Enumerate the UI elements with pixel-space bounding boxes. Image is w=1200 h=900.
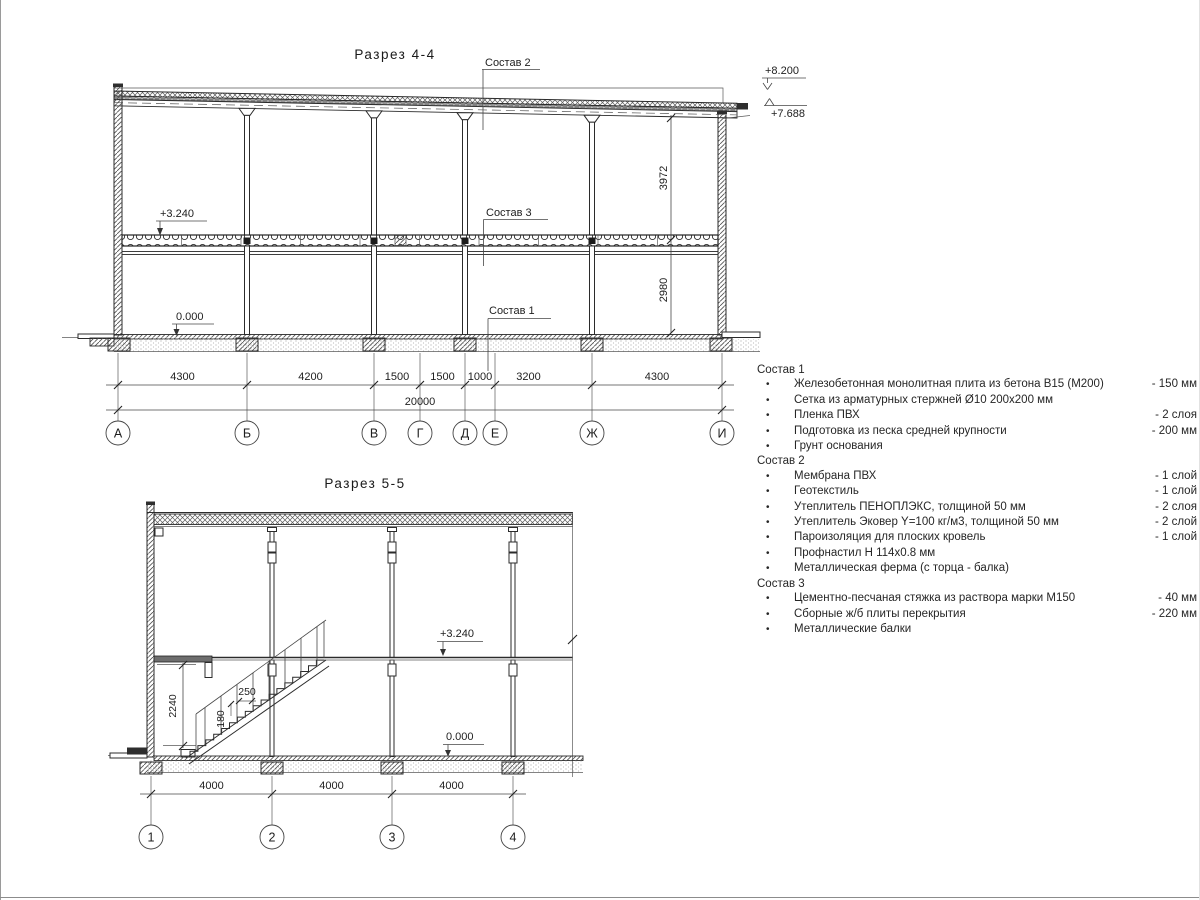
dim-total: 20000 — [404, 396, 436, 408]
axis-bubbles-5-5 — [139, 825, 525, 849]
floor-column-joint — [244, 238, 251, 245]
section-5-5-title: Разрез 5-5 — [324, 476, 406, 491]
dim-value: 4300 — [644, 371, 670, 383]
axis-label: И — [717, 426, 727, 441]
lower-columns — [245, 246, 595, 335]
axis-label: 4 — [509, 830, 517, 845]
roof-end-plate — [737, 103, 748, 110]
material-item: • Цементно-песчаная стяжка из раствора марки М150 - 40 мм — [757, 591, 1197, 606]
left-wall-cap — [113, 84, 123, 88]
dim-2240: 2240 — [167, 694, 179, 718]
material-item: • Утеплитель Эковер Y=100 кг/м3, толщиной 50 мм - 2 слой — [757, 515, 1197, 530]
intermediate-floor — [122, 235, 718, 255]
footing — [710, 338, 732, 351]
column-shaft — [590, 246, 595, 335]
bullet-icon: • — [766, 394, 770, 406]
ground-slab — [62, 332, 760, 352]
dim-250: 250 — [238, 686, 256, 698]
stair-railing — [196, 620, 326, 752]
footing — [581, 338, 603, 351]
footing — [261, 762, 283, 774]
column-shaft — [372, 246, 377, 335]
dim-value: 4200 — [298, 371, 323, 383]
material-item: • Грунт основания — [757, 439, 1197, 454]
elev-arrow — [440, 649, 446, 656]
section-4-4-drawing — [62, 47, 807, 445]
right-wall-cap — [717, 111, 727, 115]
left-wall — [147, 503, 154, 757]
section-5-5-drawing — [108, 476, 583, 849]
roof-band — [147, 513, 573, 537]
material-item: • Мембрана ПВХ - 1 слой — [757, 469, 1197, 484]
material-item: • Железобетонная монолитная плита из бетона В15 (М200) - 150 мм — [757, 377, 1197, 392]
axis-labels-4-4 — [114, 427, 727, 441]
dim-value: 4000 — [319, 780, 344, 792]
landing-support — [205, 663, 212, 678]
dim-value: 1000 — [467, 371, 493, 383]
elevation-labels-5-5 — [437, 628, 484, 757]
floor-slab-band — [114, 335, 722, 340]
dim-value: 4000 — [439, 780, 464, 792]
bullet-icon: • — [766, 563, 770, 575]
material-group-title: Состав 3 — [757, 577, 805, 590]
column-shaft — [245, 115, 250, 235]
floor-slab-band — [154, 756, 583, 761]
stair-landing-beam — [154, 656, 212, 662]
bullet-icon: • — [766, 379, 770, 391]
axis-label: Д — [460, 426, 470, 441]
dimension-chain-5-5 — [140, 776, 526, 825]
bullet-icon: • — [766, 547, 770, 559]
right-apron — [722, 332, 760, 338]
footing — [236, 338, 258, 351]
entry-step — [127, 748, 147, 755]
material-item: • Геотекстиль - 1 слой — [757, 484, 1197, 499]
right-wall — [718, 112, 726, 335]
column-capital — [457, 113, 473, 120]
bullet-icon: • — [766, 501, 770, 513]
footing — [502, 762, 524, 774]
dim-value: 1500 — [384, 371, 410, 383]
floor-column-joint — [462, 238, 469, 245]
bullet-icon: • — [766, 608, 770, 620]
dim-value: 4000 — [199, 780, 224, 792]
bullet-icon: • — [766, 441, 770, 453]
height-dimension — [658, 114, 675, 337]
elev-8200-label: +8.200 — [765, 65, 799, 77]
left-wall — [114, 85, 122, 335]
elev-3240-label: +3.240 — [160, 208, 194, 220]
sand-bed — [114, 339, 760, 352]
sostav2-label: Состав 2 — [485, 57, 531, 69]
bullet-icon: • — [766, 517, 770, 529]
footing — [454, 338, 476, 351]
column-shaft — [463, 246, 468, 335]
bullet-icon: • — [766, 532, 770, 544]
upper-columns — [239, 108, 600, 235]
axis-label: Б — [242, 426, 252, 441]
wall-beam-seat — [155, 528, 163, 536]
roof-assembly — [114, 91, 750, 119]
footing — [363, 338, 385, 351]
bullet-icon: • — [766, 593, 770, 605]
elevation-marks — [762, 65, 807, 120]
axis-label: Е — [490, 426, 500, 441]
floor-column-joint — [589, 238, 596, 245]
columns-5-5 — [268, 528, 518, 757]
material-item: • Металлические балки — [757, 622, 1197, 637]
floor-opening-hatch — [395, 236, 406, 246]
elev-0000-label: 0.000 — [446, 731, 474, 743]
axis-label: В — [369, 426, 379, 441]
material-item: • Утеплитель ПЕНОПЛЭКС, толщиной 50 мм - 2 слоя — [757, 500, 1197, 515]
material-item: • Подготовка из песка средней крупности - 200 мм — [757, 424, 1197, 439]
bullet-icon: • — [766, 425, 770, 437]
material-item: • Сборные ж/б плиты перекрытия - 220 мм — [757, 607, 1197, 622]
footing — [108, 338, 130, 351]
column-shaft — [245, 246, 250, 335]
dim-value: 1500 — [430, 371, 455, 383]
bullet-icon: • — [766, 470, 770, 482]
material-item: • Пленка ПВХ - 2 слоя — [757, 408, 1197, 423]
floor-column-joint — [371, 238, 378, 245]
elev-3240-label: +3.240 — [440, 628, 474, 640]
axis-label: Г — [416, 426, 424, 441]
dim-180: 180 — [215, 710, 227, 728]
dim-value: 4300 — [170, 371, 195, 383]
sostav1-label: Состав 1 — [489, 305, 535, 317]
floor-beam-line — [122, 252, 718, 255]
material-item: • Сетка из арматурных стержней Ø10 200х200 мм — [757, 393, 1197, 408]
bullet-icon: • — [766, 486, 770, 498]
column-shaft — [590, 122, 595, 235]
stair-stringer-bottom — [189, 666, 329, 764]
hollow-core-slab-band — [122, 235, 718, 246]
material-item: • Профнастил Н 114х0.8 мм — [757, 546, 1197, 561]
footing — [140, 762, 162, 774]
axis-label: 1 — [147, 830, 155, 845]
dimension-chain-4-4 — [106, 353, 734, 421]
material-item: • Пароизоляция для плоских кровель - 1 слой — [757, 530, 1197, 545]
material-group-title: Состав 1 — [757, 364, 805, 376]
material-item: • Металлическая ферма (с торца - балка) — [757, 561, 1197, 576]
axis-label: Ж — [586, 426, 598, 441]
column-capital — [584, 115, 600, 122]
elev-0000-label: 0.000 — [176, 311, 204, 323]
axis-labels-5-5 — [148, 831, 517, 845]
dim-3972: 3972 — [658, 165, 670, 191]
column-shaft — [372, 118, 377, 235]
elev-arrow — [157, 228, 163, 236]
left-wall-cap — [146, 502, 155, 506]
elev-arrow — [445, 750, 451, 757]
column-shaft — [463, 120, 468, 235]
bullet-icon: • — [766, 410, 770, 422]
material-group-title: Состав 2 — [757, 455, 805, 468]
section-4-4-title: Разрез 4-4 — [354, 47, 436, 62]
sostav3-label: Состав 3 — [486, 207, 532, 219]
axis-label: 2 — [268, 830, 276, 845]
column-capital — [366, 111, 382, 118]
dim-value: 3200 — [516, 371, 541, 383]
bullet-icon: • — [766, 623, 770, 635]
materials-legend — [757, 363, 1197, 637]
elev-7688-label: +7.688 — [771, 108, 805, 120]
axis-label: А — [113, 426, 123, 441]
column-capital — [239, 108, 255, 115]
axis-label: 3 — [388, 830, 396, 845]
footing — [381, 762, 403, 774]
dim-2980: 2980 — [658, 277, 670, 303]
